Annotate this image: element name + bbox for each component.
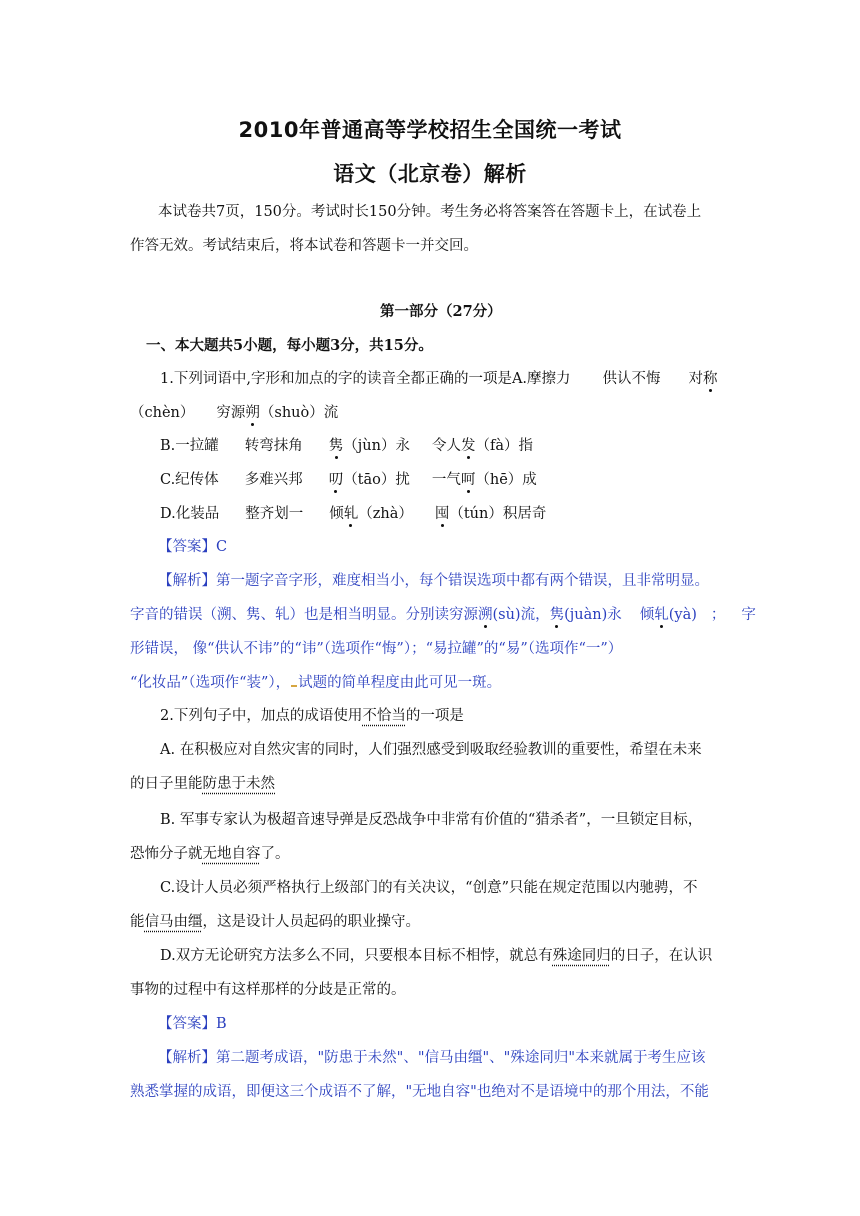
q2-d-idiom: 殊途同归	[552, 948, 611, 964]
q2-c-l2-a: 能	[130, 914, 145, 930]
q1-d-word3-dotted: 轧	[343, 506, 359, 522]
q1-b-word3-pinyin: （jùn）永	[343, 438, 410, 454]
q1-c-word4-pre: 一气	[431, 472, 461, 488]
q1-explanation-line-2	[130, 605, 756, 625]
q1-c-label: C.纪传体	[160, 472, 219, 488]
q1-exp-l2-d: 倾	[639, 607, 655, 623]
q2-explanation-line-2: 熟悉掌握的成语，即便这三个成语不了解，"无地自容"也绝对不是语境中的那个用法，不能	[130, 1084, 709, 1100]
q1-d-word4-dotted: 囤	[434, 506, 450, 522]
intro-line-1: 本试卷共7页，150分。考试时长150分钟。考生务必将答案答在答题卡上，在试卷上	[158, 204, 702, 220]
q1-a-line2	[130, 403, 338, 423]
q1-option-c	[160, 470, 537, 490]
q1-option-b	[160, 436, 533, 456]
q1-exp-l4-b: 试题的简单程度由此可见一斑。	[298, 675, 502, 691]
q2-option-c-line-1: C.设计人员必须严格执行上级部门的有关决议，“创意”只能在规定范围以内驰骋，不	[160, 880, 698, 896]
q2-d-l1-a: D.双方无论研究方法多么不同，只要根本目标不相悖，就总有	[160, 948, 553, 964]
q1-a-word2: 供认不悔	[602, 371, 661, 387]
exam-subtitle: 语文（北京卷）解析	[333, 162, 527, 186]
q1-a-pinyin3: （chèn）	[130, 405, 195, 421]
q1-option-d	[160, 504, 546, 524]
q1-c-word4-pinyin: （hē）成	[475, 472, 537, 488]
q2-option-a-line-1: A. 在积极应对自然灾害的同时，人们强烈感受到吸取经验教训的重要性，希望在未来	[160, 742, 702, 758]
q1-a-word4-pre: 穷源	[216, 405, 246, 421]
q2-stem-dotted: 不恰当	[362, 708, 406, 724]
q1-exp-dot-2: 隽	[549, 607, 565, 623]
q1-b-word4-pre: 令人	[431, 438, 461, 454]
exam-title: 2010年普通高等学校招生全国统一考试	[238, 118, 622, 142]
q2-d-l1-b: 的日子，在认识	[610, 948, 713, 964]
q1-answer: 【答案】C	[158, 539, 228, 555]
q2-explanation-text-1: 第二题考成语，"防患于未然"、"信马由缰"、"殊途同归"本来就属于考生应该	[216, 1050, 706, 1066]
q1-explanation-text-1: 第一题字音字形，难度相当小，每个错误选项中都有两个错误，且非常明显。	[216, 573, 709, 589]
q1-exp-l2-e: (yà)	[668, 607, 697, 623]
q2-explanation-line-1	[158, 1048, 706, 1068]
insertion-caret-icon	[291, 685, 297, 687]
q1-b-word2: 转弯抹角	[244, 438, 303, 454]
q1-exp-dot-1: 溯	[478, 607, 493, 623]
q2-answer: 【答案】B	[158, 1016, 227, 1032]
q1-d-label: D.化装品	[160, 506, 220, 522]
q2-option-b-line-1: B. 军事专家认为极超音速导弹是反恐战争中非常有价值的“猎杀者”，一旦锁定目标，	[160, 812, 703, 828]
q1-d-word4-pinyin: （tún）积居奇	[449, 506, 547, 522]
q2-a-idiom: 防患于未然	[202, 776, 275, 792]
q2-b-idiom: 无地自容	[202, 846, 261, 862]
q1-c-word4-dotted: 呵	[460, 472, 476, 488]
q1-exp-l2-g: 字	[741, 607, 756, 623]
q1-exp-l2-a: 字音的错误（溯、隽、轧）也是相当明显。分别读穷源	[130, 607, 478, 623]
q1-explanation-line-4	[130, 673, 501, 693]
q1-explanation-label: 【解析】	[158, 573, 216, 589]
q2-option-a-line-2	[130, 774, 275, 794]
q2-explanation-label: 【解析】	[158, 1050, 216, 1066]
q2-c-idiom: 信马由缰	[144, 914, 203, 930]
q2-b-l2-a: 恐怖分子就	[130, 846, 203, 862]
q2-stem-b: 的一项是	[405, 708, 464, 724]
q1-c-word2: 多难兴邦	[244, 472, 303, 488]
intro-line-2: 作答无效。考试结束后，将本试卷和答题卡一并交回。	[130, 238, 478, 254]
q1-a-word4-pinyin: （shuò）流	[259, 405, 339, 421]
q1-c-word3-pinyin: （tāo）扰	[343, 472, 410, 488]
q1-stem: 1.下列词语中,字形和加点的字的读音全都正确的一项是A.摩擦力	[160, 371, 571, 387]
q1-stem-line	[160, 369, 718, 389]
q1-explanation-line-1	[158, 571, 709, 591]
q2-stem	[160, 706, 464, 726]
q2-b-l2-b: 了。	[260, 846, 290, 862]
q2-option-d-line-1	[160, 946, 712, 966]
q1-exp-l2-c: (juàn)永	[564, 607, 622, 623]
q1-b-word4-pinyin: （fà）指	[475, 438, 533, 454]
q1-a-word4-dotted: 朔	[245, 405, 260, 421]
q1-c-word3-dotted: 叨	[328, 472, 344, 488]
q1-d-word3-pinyin: （zhà）	[358, 506, 413, 522]
q1-explanation-line-3: 形错误， 像“供认不讳”的“讳”（选项作“悔”）；“易拉罐”的“易”（选项作“一”）	[130, 641, 623, 657]
q1-a-word3-pre: 对	[688, 371, 704, 387]
section-heading: 第一部分（27分）	[380, 303, 502, 320]
q1-b-word3-dotted: 隽	[328, 438, 344, 454]
q2-a-l2-a: 的日子里能	[130, 776, 203, 792]
q1-exp-dot-3: 轧	[654, 607, 669, 623]
q2-option-d-line-2: 事物的过程中有这样那样的分歧是正常的。	[130, 982, 406, 998]
q1-exp-l4-a: “化妆品”（选项作“装”），	[130, 675, 291, 691]
q1-d-word3-pre: 倾	[329, 506, 344, 522]
q1-d-word2: 整齐划一	[245, 506, 304, 522]
part-heading: 一、本大题共5小题，每小题3分，共15分。	[146, 337, 433, 354]
q2-stem-a: 2.下列句子中，加点的成语使用	[160, 708, 363, 724]
q1-a-word3-dotted: 称	[703, 371, 718, 387]
q2-c-l2-b: ，这是设计人员起码的职业操守。	[202, 914, 420, 930]
q1-exp-l2-b: (sù)流，	[492, 607, 550, 623]
q1-b-label: B.一拉罐	[160, 438, 219, 454]
q1-b-word4-dotted: 发	[460, 438, 476, 454]
q2-option-c-line-2	[130, 912, 420, 932]
q1-exp-l2-f: ；	[710, 607, 726, 623]
q2-option-b-line-2	[130, 844, 290, 864]
